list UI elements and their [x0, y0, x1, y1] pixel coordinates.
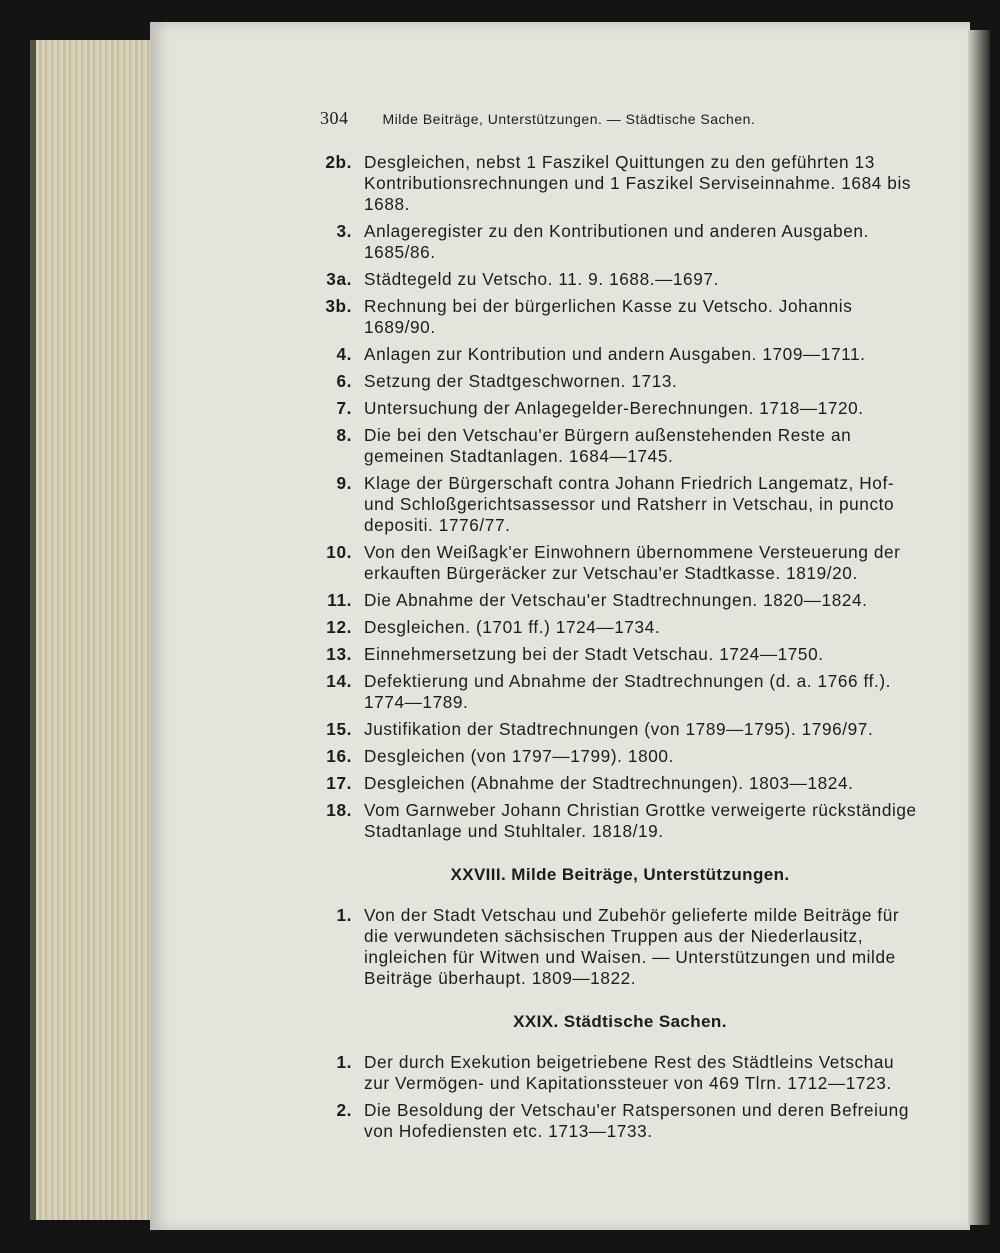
list-item [320, 746, 920, 767]
entry-text: Die Besoldung der Vetschau'er Ratspersonen und deren Befreiung von Hofediensten etc. 1713—1733. [364, 1100, 909, 1141]
list-item [320, 542, 920, 584]
entry-number: 2. [336, 1100, 352, 1120]
entry-number: 6. [336, 371, 352, 391]
entry-text: Anlageregister zu den Kontributionen und anderen Ausgaben. 1685/86. [364, 221, 869, 262]
list-item [320, 344, 920, 365]
running-head [320, 108, 920, 130]
list-item [320, 644, 920, 665]
entry-number: 1. [336, 905, 352, 925]
list-item [320, 617, 920, 638]
entry-text: Die bei den Vetschau'er Bürgern außenstehenden Reste an gemeinen Stadtanlagen. 1684—1745. [364, 425, 852, 466]
entry-text: Von der Stadt Vetschau und Zubehör gelieferte milde Beiträge für die verwundeten sächsischen Truppen aus der Niederlausitz, ingleichen für Witwen und Waisen. — Unterstützungen und milde Beiträge überhaupt. 1809—1822. [364, 905, 900, 988]
entry-number: 11. [327, 590, 352, 610]
list-item [320, 800, 920, 842]
list-item [320, 296, 920, 338]
list-item [320, 590, 920, 611]
entry-text: Städtegeld zu Vetscho. 11. 9. 1688.—1697. [364, 269, 719, 289]
entry-text: Vom Garnweber Johann Christian Grottke verweigerte rückständige Stadtanlage und Stuhltaler. 1818/19. [364, 800, 917, 841]
running-title: Milde Beiträge, Unterstützungen. — Städtische Sachen. [382, 111, 756, 127]
entry-text: Defektierung und Abnahme der Stadtrechnungen (d. a. 1766 ff.). 1774—1789. [364, 671, 892, 712]
entry-number: 3. [336, 221, 352, 241]
entry-text: Die Abnahme der Vetschau'er Stadtrechnungen. 1820—1824. [364, 590, 868, 610]
entry-number: 18. [326, 800, 352, 820]
entry-number: 14. [326, 671, 352, 691]
entry-number: 12. [326, 617, 352, 637]
list-item [320, 671, 920, 713]
list-item [320, 905, 920, 989]
list-item [320, 773, 920, 794]
entry-text: Untersuchung der Anlagegelder-Berechnungen. 1718—1720. [364, 398, 864, 418]
book-right-edge [968, 30, 990, 1225]
entry-text: Desgleichen, nebst 1 Faszikel Quittungen zu den geführten 13 Kontributionsrechnungen und 1 Faszikel Serviseinnahme. 1684 bis 1688. [364, 152, 912, 214]
entry-number: 3b. [325, 296, 352, 316]
entry-text: Von den Weißagk'er Einwohnern übernommene Versteuerung der erkauften Bürgeräcker zur Vetschau'er Stadtkasse. 1819/20. [364, 542, 901, 583]
entry-text: Setzung der Stadtgeschwornen. 1713. [364, 371, 678, 391]
entry-text: Anlagen zur Kontribution und andern Ausgaben. 1709—1711. [364, 344, 866, 364]
list-item [320, 473, 920, 536]
entry-text: Desgleichen (von 1797—1799). 1800. [364, 746, 674, 766]
list-item [320, 269, 920, 290]
entry-number: 15. [326, 719, 352, 739]
list-item [320, 425, 920, 467]
page-number: 304 [320, 108, 349, 128]
list-item [320, 371, 920, 392]
list-item [320, 1100, 920, 1142]
list-item [320, 398, 920, 419]
entry-number: 4. [336, 344, 352, 364]
entry-number: 10. [326, 542, 352, 562]
entry-text: Der durch Exekution beigetriebene Rest des Städtleins Vetschau zur Vermögen- und Kapitationssteuer von 469 Tlrn. 1712—1723. [364, 1052, 895, 1093]
section-xxviii-entries [320, 905, 920, 989]
entry-number: 8. [336, 425, 352, 445]
section-heading-xxviii: XXVIII. Milde Beiträge, Unterstützungen. [450, 865, 790, 884]
list-item [320, 152, 920, 215]
entry-text: Rechnung bei der bürgerlichen Kasse zu Vetscho. Johannis 1689/90. [364, 296, 853, 337]
list-item [320, 1052, 920, 1094]
entry-text: Einnehmersetzung bei der Stadt Vetschau. 1724—1750. [364, 644, 824, 664]
entry-number: 2b. [325, 152, 352, 172]
entry-number: 3a. [326, 269, 352, 289]
entry-text: Klage der Bürgerschaft contra Johann Friedrich Langematz, Hof- und Schloßgerichtsassessor und Ratsherr in Vetschau, in puncto depositi. 1776/77. [364, 473, 895, 535]
entries-top [320, 152, 920, 842]
page-content [320, 108, 920, 1148]
book-page-edges [30, 40, 158, 1220]
entry-number: 17. [326, 773, 352, 793]
entry-number: 7. [336, 398, 352, 418]
entry-number: 1. [336, 1052, 352, 1072]
entry-text: Desgleichen. (1701 ff.) 1724—1734. [364, 617, 661, 637]
entry-number: 13. [326, 644, 352, 664]
entry-text: Justifikation der Stadtrechnungen (von 1789—1795). 1796/97. [364, 719, 874, 739]
section-heading-xxix: XXIX. Städtische Sachen. [513, 1012, 727, 1031]
entry-text: Desgleichen (Abnahme der Stadtrechnungen). 1803—1824. [364, 773, 854, 793]
entry-number: 9. [336, 473, 352, 493]
section-xxix-entries [320, 1052, 920, 1142]
list-item [320, 221, 920, 263]
list-item [320, 719, 920, 740]
entry-number: 16. [326, 746, 352, 766]
